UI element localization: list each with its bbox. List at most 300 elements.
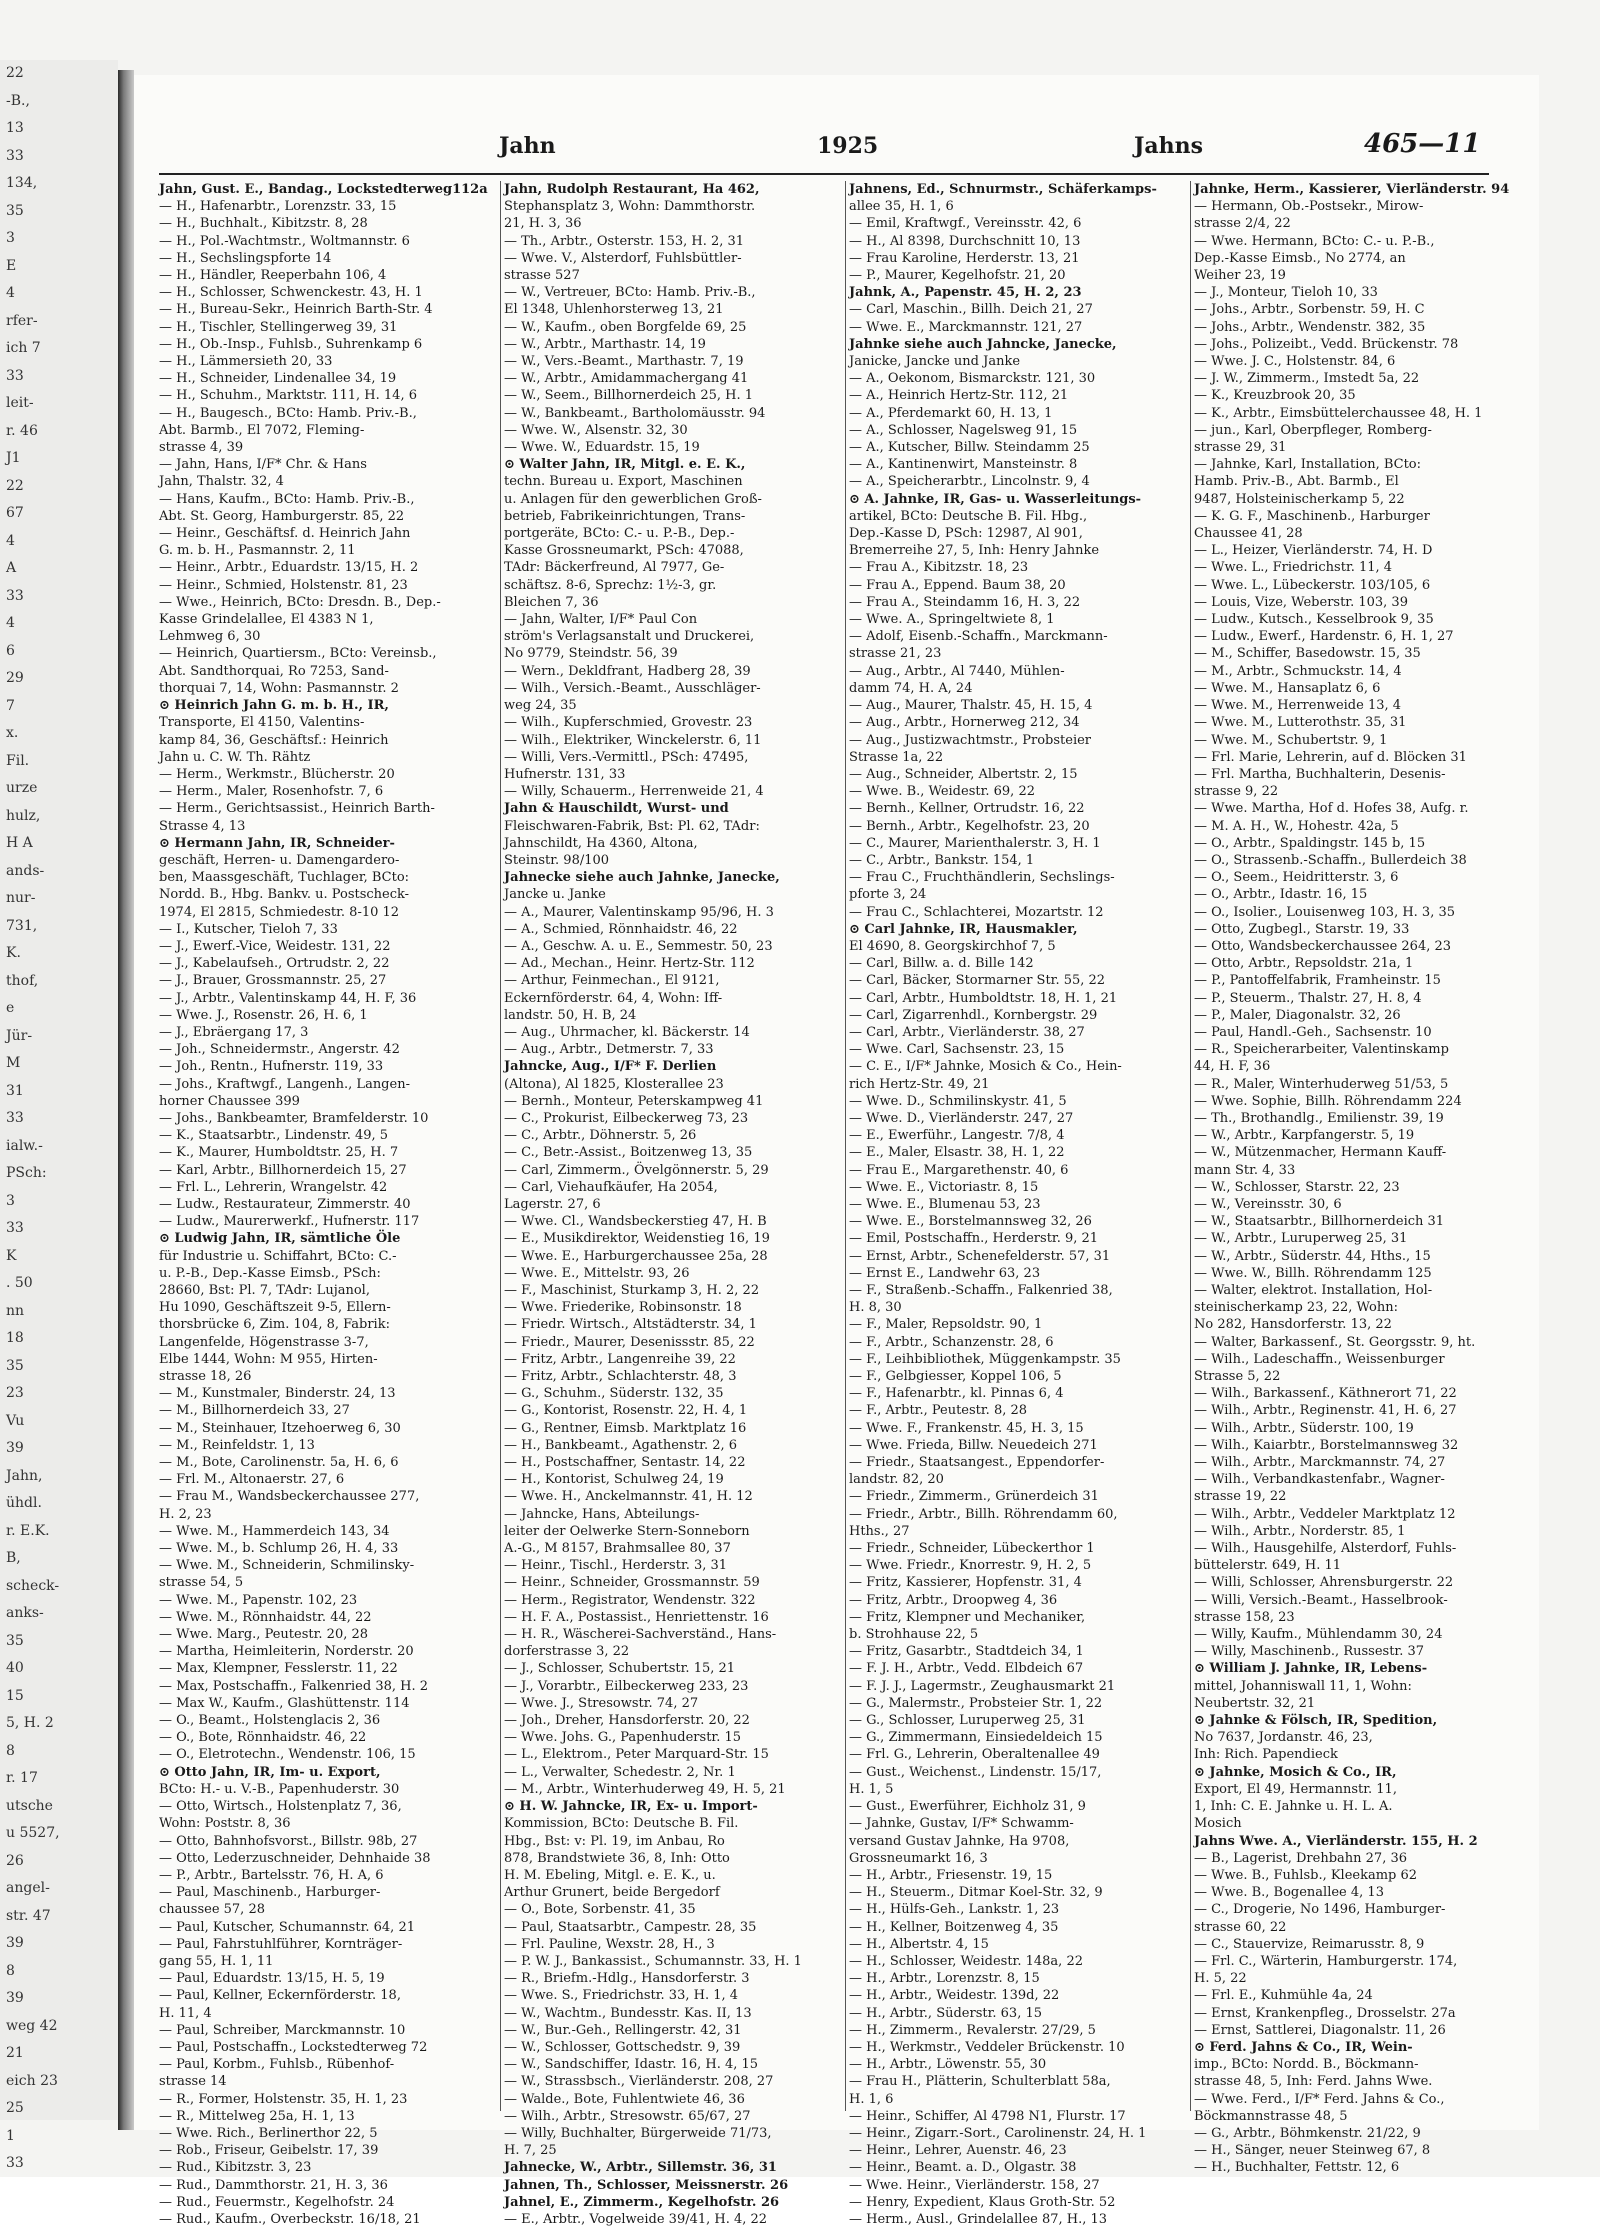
directory-entry-line: — H., Tischler, Stellingerweg 39, 31 xyxy=(159,319,398,335)
directory-entry-line: strasse 18, 26 xyxy=(159,1369,252,1385)
directory-entry-line: — Henry, Expedient, Klaus Groth-Str. 52 xyxy=(849,2194,1116,2210)
directory-entry-line: — W., Arbtr., Marthastr. 14, 19 xyxy=(504,336,706,352)
directory-entry-line: strasse 158, 23 xyxy=(1194,1609,1295,1625)
directory-entry-line: — Ad., Mechan., Heinr. Hertz-Str. 112 xyxy=(504,956,755,972)
directory-entry-line: — O., Eletrotechn., Wendenstr. 106, 15 xyxy=(159,1747,416,1763)
previous-page-text-fragment: ialw.- xyxy=(6,1137,43,1154)
directory-entry-line: — Walde., Bote, Fuhlentwiete 46, 36 xyxy=(504,2091,745,2107)
directory-entry-line: — H., Kontorist, Schulweg 24, 19 xyxy=(504,1472,724,1488)
directory-entry-line: — Carl, Arbtr., Humboldtstr. 18, H. 1, 21 xyxy=(849,990,1118,1006)
directory-entry-line: — K., Maurer, Humboldtstr. 25, H. 7 xyxy=(159,1145,399,1161)
previous-page-text-fragment: scheck- xyxy=(6,1577,60,1594)
directory-entry-line: thorsbrücke 6, Zim. 104, 8, Fabrik: xyxy=(159,1317,390,1333)
directory-entry-line: — Frl. Pauline, Wexstr. 28, H., 3 xyxy=(504,1936,715,1952)
page-header xyxy=(134,129,1539,173)
directory-entry-line: — Otto, Bahnhofsvorst., Billstr. 98b, 27 xyxy=(159,1833,418,1849)
directory-entry-line: — Frau H., Plätterin, Schulterblatt 58a, xyxy=(849,2074,1111,2090)
directory-entry-line: strasse 29, 31 xyxy=(1194,440,1287,456)
header-rule xyxy=(159,173,1489,175)
directory-entry-line: — H., Schlosser, Weidestr. 148a, 22 xyxy=(849,1953,1083,1969)
previous-page-text-fragment: ands- xyxy=(6,862,45,879)
directory-entry-line: — Wwe. M., Hammerdeich 143, 34 xyxy=(159,1523,390,1539)
directory-entry-line: Lehmweg 6, 30 xyxy=(159,629,261,645)
header-left-keyword: Jahn xyxy=(499,133,556,159)
directory-entry-line: — W., Vertreuer, BCto: Hamb. Priv.-B., xyxy=(504,285,756,301)
directory-entry-line: — Wwe. Cl., Wandsbeckerstieg 47, H. B xyxy=(504,1214,767,1230)
directory-entry-line: — C., Arbtr., Bankstr. 154, 1 xyxy=(849,852,1035,868)
directory-entry-line: — Bernh., Monteur, Peterskampweg 41 xyxy=(504,1093,764,1109)
directory-entry-line: — F., Maler, Repsoldstr. 90, 1 xyxy=(849,1317,1043,1333)
directory-entry-line: allee 35, H. 1, 6 xyxy=(849,199,954,215)
directory-entry-line: — Wwe. E., Mittelstr. 93, 26 xyxy=(504,1265,690,1281)
directory-entry-line: — H., Händler, Reeperbahn 106, 4 xyxy=(159,268,387,284)
directory-entry-line: Bremerreihe 27, 5, Inh: Henry Jahnke xyxy=(849,543,1100,559)
directory-entry-line: — M., Kunstmaler, Binderstr. 24, 13 xyxy=(159,1386,396,1402)
directory-entry-line: — W., Bankbeamt., Bartholomäusstr. 94 xyxy=(504,405,766,421)
directory-entry-line: — Ernst E., Landwehr 63, 23 xyxy=(849,1265,1041,1281)
directory-entry-line: — Wwe. M., Hansaplatz 6, 6 xyxy=(1194,680,1381,696)
directory-entry-line: — Friedr., Schneider, Lübeckerthor 1 xyxy=(849,1541,1095,1557)
directory-entry-line: — A., Schmied, Rönnhaidstr. 46, 22 xyxy=(504,921,738,937)
directory-entry-line: — Aug., Uhrmacher, kl. Bäckerstr. 14 xyxy=(504,1024,750,1040)
directory-entry-line: — E., Maler, Elsastr. 38, H. 1, 22 xyxy=(849,1145,1065,1161)
directory-entry-line: ⊙ Walter Jahn, IR, Mitgl. e. E. K., xyxy=(504,457,746,473)
directory-entry-line: — A., Speicherarbtr., Lincolnstr. 9, 4 xyxy=(849,474,1090,490)
directory-entry-line: — Frau A., Eppend. Baum 38, 20 xyxy=(849,577,1066,593)
directory-entry-line: Transporte, El 4150, Valentins- xyxy=(159,715,365,731)
directory-entry-line: — Paul, Maschinenb., Harburger- xyxy=(159,1885,381,1901)
directory-entry-line: — Wwe. V., Alsterdorf, Fuhlsbüttler- xyxy=(504,250,742,266)
directory-entry-line: — Arthur, Feinmechan., El 9121, xyxy=(504,973,720,989)
directory-entry-line: — W., Vereinsstr. 30, 6 xyxy=(1194,1196,1342,1212)
directory-entry-line: — M., Schiffer, Basedowstr. 15, 35 xyxy=(1194,646,1421,662)
directory-entry-line: ⊙ Hermann Jahn, IR, Schneider- xyxy=(159,835,395,851)
directory-entry-line: — Fritz, Arbtr., Langenreihe 39, 22 xyxy=(504,1351,736,1367)
directory-entry-line: — Wwe. E., Borstelmannsweg 32, 26 xyxy=(849,1214,1092,1230)
previous-page-text-fragment: 29 xyxy=(6,670,24,686)
directory-entry-line: — Aug., Maurer, Thalstr. 45, H. 15, 4 xyxy=(849,698,1093,714)
previous-page-text-fragment: 67 xyxy=(6,505,24,521)
directory-entry-line: Elbe 1444, Wohn: M 955, Hirten- xyxy=(159,1351,378,1367)
directory-entry-line: — Wilh., Arbtr., Marckmannstr. 74, 27 xyxy=(1194,1455,1446,1471)
directory-entry-line: versand Gustav Jahnke, Ha 9708, xyxy=(849,1833,1070,1849)
directory-entry-line: — Paul, Staatsarbtr., Campestr. 28, 35 xyxy=(504,1919,757,1935)
column-divider xyxy=(845,181,846,2111)
directory-entry-line: Jahnecke siehe auch Jahnke, Janecke, xyxy=(504,870,780,886)
directory-entry-line: Abt. Sandthorquai, Ro 7253, Sand- xyxy=(159,663,389,679)
directory-entry-line: — Frl. G., Lehrerin, Oberaltenallee 49 xyxy=(849,1747,1100,1763)
directory-entry-line: — F., Hafenarbtr., kl. Pinnas 6, 4 xyxy=(849,1386,1064,1402)
directory-entry-line: — Heinr., Arbtr., Eduardstr. 13/15, H. 2 xyxy=(159,560,419,576)
directory-entry-line: — Martha, Heimleiterin, Norderstr. 20 xyxy=(159,1644,414,1660)
directory-entry-line: — K., Staatsarbtr., Lindenstr. 49, 5 xyxy=(159,1128,389,1144)
directory-entry-line: Jahnens, Ed., Schnurmstr., Schäferkamps- xyxy=(849,182,1157,197)
directory-entry-line: — Wilh., Hausgehilfe, Alsterdorf, Fuhls- xyxy=(1194,1541,1457,1557)
directory-entry-line: — Aug., Schneider, Albertstr. 2, 15 xyxy=(849,766,1078,782)
directory-entry-line: Jahnel, E., Zimmerm., Kegelhofstr. 26 xyxy=(504,2194,780,2210)
directory-entry-line: — F., Gelbgiesser, Koppel 106, 5 xyxy=(849,1369,1062,1385)
header-year: 1925 xyxy=(817,133,879,159)
directory-entry-line: Jahn, Rudolph Restaurant, Ha 462, xyxy=(504,182,760,197)
directory-entry-line: — Wwe. W., Eduardstr. 15, 19 xyxy=(504,440,700,456)
directory-entry-line: — M., Arbtr., Winterhuderweg 49, H. 5, 21 xyxy=(504,1781,786,1797)
directory-entry-line: — O., Arbtr., Idastr. 16, 15 xyxy=(1194,887,1368,903)
directory-entry-line: — Frl. Martha, Buchhalterin, Desenis- xyxy=(1194,766,1446,782)
previous-page-text-fragment: . 50 xyxy=(6,1275,33,1291)
previous-page-text-fragment: K. xyxy=(6,945,21,961)
directory-entry-line: — H., Sänger, neuer Steinweg 67, 8 xyxy=(1194,2143,1431,2159)
directory-entry-line: — Bernh., Kellner, Ortrudstr. 16, 22 xyxy=(849,801,1085,817)
directory-entry-line: — Frau A., Kibitzstr. 18, 23 xyxy=(849,560,1029,576)
directory-entry-line: — Rud., Kibitzstr. 3, 23 xyxy=(159,2160,312,2176)
previous-page-text-fragment: A xyxy=(6,560,17,576)
directory-entry-line: G. m. b. H., Pasmannstr. 2, 11 xyxy=(159,543,356,559)
directory-entry-line: kamp 84, 36, Geschäftsf.: Heinrich xyxy=(159,732,389,748)
directory-entry-line: — H., Schneider, Lindenallee 34, 19 xyxy=(159,371,397,387)
directory-entry-line: Jahn, Thalstr. 32, 4 xyxy=(159,474,284,490)
directory-entry-line: — Frau C., Schlachterei, Mozartstr. 12 xyxy=(849,904,1104,920)
column-divider xyxy=(500,181,501,2111)
previous-page-text-fragment: 33 xyxy=(6,1110,24,1126)
directory-entry-line: u. P.-B., Dep.-Kasse Eimsb., PSch: xyxy=(159,1265,381,1281)
directory-entry-line: Jahnecke, W., Arbtr., Sillemstr. 36, 31 xyxy=(504,2160,777,2176)
directory-entry-line: — Wwe. L., Lübeckerstr. 103/105, 6 xyxy=(1194,577,1431,593)
directory-entry-line: — Wilh., Elektriker, Winckelerstr. 6, 11 xyxy=(504,732,762,748)
directory-entry-line: landstr. 82, 20 xyxy=(849,1472,944,1488)
previous-page-text-fragment: thof, xyxy=(6,972,39,989)
directory-entry-line: — Jahnke, Karl, Installation, BCto: xyxy=(1194,457,1422,473)
directory-entry-line: Nordd. B., Hbg. Bankv. u. Postscheck- xyxy=(159,887,410,903)
directory-entry-line: — W., Strassbsch., Vierländerstr. 208, 27 xyxy=(504,2074,774,2090)
directory-entry-line: 44, H. F, 36 xyxy=(1194,1059,1271,1075)
directory-entry-line: Jahnke siehe auch Jahncke, Janecke, xyxy=(849,336,1117,352)
previous-page-text-fragment: 39 xyxy=(6,1440,24,1456)
directory-entry-line: — P., Maurer, Kegelhofstr. 21, 20 xyxy=(849,268,1066,284)
directory-entry-line: — R., Mittelweg 25a, H. 1, 13 xyxy=(159,2108,355,2124)
directory-entry-line: — Wilh., Arbtr., Süderstr. 100, 19 xyxy=(1194,1420,1414,1436)
directory-entry-line: Jahn & Hauschildt, Wurst- und xyxy=(504,801,729,817)
directory-entry-line: — Wwe. J. C., Holstenstr. 84, 6 xyxy=(1194,354,1396,370)
directory-entry-line: — G., Schuhm., Süderstr. 132, 35 xyxy=(504,1386,724,1402)
directory-entry-line: — Herm., Ausl., Grindelallee 87, H., 13 xyxy=(849,2211,1108,2227)
previous-page-text-fragment: utsche xyxy=(6,1797,53,1814)
directory-entry-line: — Heinr., Zigarr.-Sort., Carolinenstr. 24, H. 1 xyxy=(849,2125,1147,2141)
directory-entry-line: — Wwe. E., Blumenau 53, 23 xyxy=(849,1196,1041,1212)
directory-entry-line: — M., Arbtr., Schmuckstr. 14, 4 xyxy=(1194,663,1402,679)
directory-entry-line: Mosich xyxy=(1194,1816,1242,1832)
previous-page-text-fragment: hulz, xyxy=(6,807,41,824)
directory-entry-line: Hths., 27 xyxy=(849,1523,910,1539)
directory-entry-line: artikel, BCto: Deutsche B. Fil. Hbg., xyxy=(849,508,1088,524)
directory-entry-line: — Wwe. D., Vierländerstr. 247, 27 xyxy=(849,1110,1074,1126)
directory-entry-line: — Hans, Kaufm., BCto: Hamb. Priv.-B., xyxy=(159,491,415,507)
directory-entry-line: — W., Arbtr., Süderstr. 44, Hths., 15 xyxy=(1194,1248,1431,1264)
directory-entry-line: — Joh., Schneidermstr., Angerstr. 42 xyxy=(159,1042,400,1058)
directory-entry-line: Langenfelde, Högenstrasse 3-7, xyxy=(159,1334,369,1350)
previous-page-text-fragment: str. 47 xyxy=(6,1907,51,1924)
directory-entry-line: — J., Ewerf.-Vice, Weidestr. 131, 22 xyxy=(159,938,391,954)
directory-entry-line: — Otto, Wirtsch., Holstenplatz 7, 36, xyxy=(159,1799,402,1815)
previous-page-text-fragment: nn xyxy=(6,1302,25,1319)
directory-column-1 xyxy=(159,181,497,2227)
previous-page-text-fragment: 33 xyxy=(6,587,24,604)
directory-entry-line: — Wern., Dekldfrant, Hadberg 28, 39 xyxy=(504,663,751,679)
previous-page-text-fragment: 33 xyxy=(6,1220,24,1236)
directory-entry-line: — Frau E., Margarethenstr. 40, 6 xyxy=(849,1162,1069,1178)
directory-entry-line: — K., Kreuzbrook 20, 35 xyxy=(1194,388,1356,404)
directory-entry-line: — C., Stauervize, Reimarusstr. 8, 9 xyxy=(1194,1936,1425,1952)
previous-page-text-fragment: 731, xyxy=(6,917,38,934)
directory-entry-line: No 282, Hansdorferstr. 13, 22 xyxy=(1194,1317,1392,1333)
directory-entry-line: — Johs., Arbtr., Sorbenstr. 59, H. C xyxy=(1194,302,1425,318)
directory-entry-line: — Wwe. L., Friedrichstr. 11, 4 xyxy=(1194,560,1393,576)
directory-entry-line: — Friedr. Wirtsch., Altstädterstr. 34, 1 xyxy=(504,1317,757,1333)
directory-entry-line: — Frl. L., Lehrerin, Wrangelstr. 42 xyxy=(159,1179,388,1195)
directory-entry-line: — Max, Postschaffn., Falkenried 38, H. 2 xyxy=(159,1678,429,1694)
directory-entry-line: Wohn: Poststr. 8, 36 xyxy=(159,1816,291,1832)
directory-entry-line: — Emil, Kraftwgf., Vereinsstr. 42, 6 xyxy=(849,216,1082,232)
previous-page-text-fragment: u 5527, xyxy=(6,1825,60,1841)
directory-entry-line: — Frau M., Wandsbeckerchaussee 277, xyxy=(159,1489,420,1505)
directory-entry-line: — Wilh., Versich.-Beamt., Ausschläger- xyxy=(504,680,761,696)
directory-entry-line: — M., Billhornerdeich 33, 27 xyxy=(159,1403,350,1419)
directory-entry-line: — jun., Karl, Oberpfleger, Romberg- xyxy=(1194,422,1432,438)
directory-entry-line: — W., Vers.-Beamt., Marthastr. 7, 19 xyxy=(504,354,744,370)
previous-page-text-fragment: 31 xyxy=(6,1082,24,1099)
directory-entry-line: — Wwe. Johs. G., Papenhuderstr. 15 xyxy=(504,1730,742,1746)
directory-entry-line: — Wwe. M., b. Schlump 26, H. 4, 33 xyxy=(159,1541,399,1557)
directory-entry-line: pforte 3, 24 xyxy=(849,887,927,903)
directory-entry-line: — Heinr., Beamt. a. D., Olgastr. 38 xyxy=(849,2160,1077,2176)
directory-entry-line: — Wwe. Rich., Berlinerthor 22, 5 xyxy=(159,2125,378,2141)
directory-entry-line: — Wwe. H., Anckelmannstr. 41, H. 12 xyxy=(504,1489,753,1505)
directory-entry-line: — Willy, Kaufm., Mühlendamm 30, 24 xyxy=(1194,1627,1443,1643)
directory-entry-line: — Heinrich, Quartiersm., BCto: Vereinsb., xyxy=(159,646,437,662)
directory-entry-line: Inh: Rich. Papendieck xyxy=(1194,1747,1338,1763)
directory-entry-line: strasse 2/4, 22 xyxy=(1194,216,1291,232)
directory-entry-line: — Herm., Gerichtsassist., Heinrich Barth- xyxy=(159,801,435,817)
directory-entry-line: Böckmannstrasse 48, 5 xyxy=(1194,2108,1348,2124)
directory-entry-line: No 7637, Jordanstr. 46, 23, xyxy=(1194,1730,1373,1746)
directory-entry-line: 1974, El 2815, Schmiedestr. 8-10 12 xyxy=(159,904,400,920)
previous-page-text-fragment: x. xyxy=(6,725,19,741)
directory-entry-line: Jahn u. C. W. Th. Rähtz xyxy=(159,749,311,765)
directory-entry-line: schäftsz. 8-6, Sprechz: 1½-3, gr. xyxy=(504,577,717,593)
directory-entry-line: — Wwe. J., Rosenstr. 26, H. 6, 1 xyxy=(159,1007,368,1023)
directory-entry-line: — J., Schlosser, Schubertstr. 15, 21 xyxy=(504,1661,736,1677)
directory-entry-line: Chaussee 41, 28 xyxy=(1194,526,1303,542)
directory-entry-line: geschäft, Herren- u. Damengardero- xyxy=(159,852,400,868)
directory-entry-line: — H., Baugesch., BCto: Hamb. Priv.-B., xyxy=(159,405,417,421)
directory-entry-line: — Frau A., Steindamm 16, H. 3, 22 xyxy=(849,594,1081,610)
directory-entry-line: — O., Bote, Rönnhaidstr. 46, 22 xyxy=(159,1730,367,1746)
directory-entry-line: — K., Arbtr., Eimsbüttelerchaussee 48, H. 1 xyxy=(1194,405,1483,421)
directory-entry-line: — G., Malermstr., Probsteier Str. 1, 22 xyxy=(849,1695,1103,1711)
directory-entry-line: H. 1, 6 xyxy=(849,2091,894,2107)
previous-page-text-fragment: Vu xyxy=(6,1412,25,1429)
previous-page-text-fragment: 6 xyxy=(6,642,15,659)
directory-entry-line: H. 1, 5 xyxy=(849,1781,894,1797)
directory-entry-line: H. M. Ebeling, Mitgl. e. E. K., u. xyxy=(504,1867,716,1883)
directory-entry-line: — H., Lämmersieth 20, 33 xyxy=(159,354,333,370)
directory-entry-line: — Wwe. B., Fuhlsb., Kleekamp 62 xyxy=(1194,1867,1418,1883)
directory-entry-line: — H., Schuhm., Marktstr. 111, H. 14, 6 xyxy=(159,388,417,404)
directory-entry-line: Bleichen 7, 36 xyxy=(504,594,599,610)
previous-page-text-fragment: 15 xyxy=(6,1687,24,1704)
directory-entry-line: Abt. Barmb., El 7072, Fleming- xyxy=(159,422,365,438)
directory-entry-line: — A., Heinrich Hertz-Str. 112, 21 xyxy=(849,388,1069,404)
directory-entry-line: — Wilh., Barkassenf., Käthnerort 71, 22 xyxy=(1194,1386,1457,1402)
directory-entry-line: — Herm., Registrator, Wendenstr. 322 xyxy=(504,1592,756,1608)
directory-entry-line: — Otto, Wandsbeckerchaussee 264, 23 xyxy=(1194,938,1452,954)
directory-page xyxy=(134,75,1539,2227)
directory-entry-line: ben, Maassgeschäft, Tuchlager, BCto: xyxy=(159,870,410,886)
directory-entry-line: — O., Seem., Heidritterstr. 3, 6 xyxy=(1194,870,1399,886)
directory-entry-line: Fleischwaren-Fabrik, Bst: Pl. 62, TAdr: xyxy=(504,818,760,834)
directory-entry-line: Dep.-Kasse D, PSch: 12987, Al 901, xyxy=(849,526,1083,542)
directory-entry-line: — I., Kutscher, Tieloh 7, 33 xyxy=(159,921,338,937)
directory-entry-line: — Aug., Justizwachtmstr., Probsteier xyxy=(849,732,1092,748)
directory-entry-line: — Wilh., Ladeschaffn., Weissenburger xyxy=(1194,1351,1445,1367)
directory-entry-line: — F., Maschinist, Sturkamp 3, H. 2, 22 xyxy=(504,1283,760,1298)
previous-page-text-fragment: 35 xyxy=(6,1357,24,1374)
directory-entry-line: Jahns Wwe. A., Vierländerstr. 155, H. 2 xyxy=(1194,1833,1478,1849)
directory-entry-line: Hbg., Bst: v: Pl. 19, im Anbau, Ro xyxy=(504,1833,725,1849)
directory-entry-line: — A., Kutscher, Billw. Steindamm 25 xyxy=(849,440,1090,456)
previous-page-text-fragment: 7 xyxy=(6,697,15,714)
directory-entry-line: — H., Buchhalter, Fettstr. 12, 6 xyxy=(1194,2160,1400,2176)
directory-entry-line: — Th., Arbtr., Osterstr. 153, H. 2, 31 xyxy=(504,233,745,249)
directory-entry-line: — Otto, Zugbegl., Starstr. 19, 33 xyxy=(1194,921,1410,937)
directory-entry-line: Kasse Grossneumarkt, PSch: 47088, xyxy=(504,543,744,559)
directory-entry-line: — Friedr., Zimmerm., Grünerdeich 31 xyxy=(849,1489,1099,1505)
directory-entry-line: — Wwe. M., Lutterothstr. 35, 31 xyxy=(1194,715,1407,731)
directory-entry-line: ⊙ William J. Jahnke, IR, Lebens- xyxy=(1194,1661,1428,1677)
directory-entry-line: Lagerstr. 27, 6 xyxy=(504,1196,601,1212)
directory-entry-line: horner Chaussee 399 xyxy=(159,1093,300,1109)
directory-entry-line: — Fritz, Arbtr., Schlachterstr. 48, 3 xyxy=(504,1369,737,1385)
previous-page-text-fragment: 4 xyxy=(6,285,15,301)
directory-entry-line: — Heinr., Lehrer, Auenstr. 46, 23 xyxy=(849,2143,1067,2159)
directory-entry-line: — Wwe. D., Schmilinskystr. 41, 5 xyxy=(849,1093,1067,1109)
directory-entry-line: — Wwe. E., Marckmannstr. 121, 27 xyxy=(849,319,1083,335)
directory-entry-line: Jahnk, A., Papenstr. 45, H. 2, 23 xyxy=(849,285,1082,301)
directory-entry-line: — J., Monteur, Tieloh 10, 33 xyxy=(1194,285,1378,301)
directory-entry-line: — W., Mützenmacher, Hermann Kauff- xyxy=(1194,1145,1447,1161)
directory-entry-line: ⊙ Ludwig Jahn, IR, sämtliche Öle xyxy=(159,1231,401,1247)
directory-entry-line: Kasse Grindelallee, El 4383 N 1, xyxy=(159,612,374,628)
directory-entry-line: — Wilh., Arbtr., Veddeler Marktplatz 12 xyxy=(1194,1506,1456,1522)
directory-entry-line: Kommission, BCto: Deutsche B. Fil. xyxy=(504,1816,739,1832)
directory-entry-line: 9487, Holsteinischerkamp 5, 22 xyxy=(1194,491,1405,507)
directory-entry-line: strasse 9, 22 xyxy=(1194,784,1279,800)
directory-entry-line: — Wwe. A., Springeltwiete 8, 1 xyxy=(849,612,1055,628)
directory-entry-line: Strasse 1a, 22 xyxy=(849,749,944,765)
directory-entry-line: thorquai 7, 14, Wohn: Pasmannstr. 2 xyxy=(159,680,399,696)
directory-entry-line: — H., Arbtr., Friesenstr. 19, 15 xyxy=(849,1867,1053,1883)
previous-page-text-fragment: 3 xyxy=(6,230,15,246)
directory-entry-line: — Wilh., Kupferschmied, Grovestr. 23 xyxy=(504,715,753,731)
directory-entry-line: — M., Reinfeldstr. 1, 13 xyxy=(159,1437,315,1453)
directory-entry-line: — Wwe. M., Schneiderin, Schmilinsky- xyxy=(159,1558,415,1574)
directory-entry-line: — M., Steinhauer, Itzehoerweg 6, 30 xyxy=(159,1420,401,1436)
directory-entry-line: — J., Ebräergang 17, 3 xyxy=(159,1024,309,1040)
directory-entry-line: ⊙ Jahnke & Fölsch, IR, Spedition, xyxy=(1194,1713,1438,1729)
directory-entry-line: 878, Brandstwiete 36, 8, Inh: Otto xyxy=(504,1850,730,1866)
directory-entry-line: — H., Sechslingspforte 14 xyxy=(159,250,332,266)
directory-entry-line: — Paul, Eduardstr. 13/15, H. 5, 19 xyxy=(159,1971,385,1987)
directory-entry-line: — Paul, Handl.-Geh., Sachsenstr. 10 xyxy=(1194,1024,1432,1040)
directory-entry-line: — Joh., Dreher, Hansdorferstr. 20, 22 xyxy=(504,1713,750,1729)
directory-entry-line: 21, H. 3, 36 xyxy=(504,216,582,232)
directory-entry-line: für Industrie u. Schiffahrt, BCto: C.- xyxy=(159,1248,397,1264)
directory-entry-line: mittel, Johanniswall 11, 1, Wohn: xyxy=(1194,1678,1412,1694)
directory-entry-line: — A., Oekonom, Bismarckstr. 121, 30 xyxy=(849,371,1096,387)
directory-entry-line: — Walter, Barkassenf., St. Georgsstr. 9, ht. xyxy=(1194,1334,1476,1350)
directory-entry-line: — Wwe. M., Schubertstr. 9, 1 xyxy=(1194,732,1388,748)
directory-entry-line: Hufnerstr. 131, 33 xyxy=(504,766,626,782)
directory-entry-line: Jahnen, Th., Schlosser, Meissnerstr. 26 xyxy=(504,2177,789,2193)
directory-entry-line: — M., Bote, Carolinenstr. 5a, H. 6, 6 xyxy=(159,1455,399,1471)
directory-entry-line: — F., Leihbibliothek, Müggenkampstr. 35 xyxy=(849,1351,1121,1367)
previous-page-text-fragment: H A xyxy=(6,835,33,851)
directory-entry-line: H. 5, 22 xyxy=(1194,1971,1247,1987)
directory-entry-line: — Gust., Weichenst., Lindenstr. 15/17, xyxy=(849,1764,1102,1780)
directory-entry-line: — Rud., Feuermstr., Kegelhofstr. 24 xyxy=(159,2194,395,2210)
directory-entry-line: weg 24, 35 xyxy=(504,698,577,714)
directory-entry-line: steinischerkamp 23, 22, Wohn: xyxy=(1194,1300,1398,1316)
previous-page-text-fragment: Jahn, xyxy=(6,1467,43,1484)
directory-entry-line: Jahnke, Herm., Kassierer, Vierländerstr. 94 xyxy=(1194,182,1510,197)
directory-entry-line: — Rob., Friseur, Geibelstr. 17, 39 xyxy=(159,2143,379,2159)
directory-entry-line: El 1348, Uhlenhorsterweg 13, 21 xyxy=(504,302,724,318)
directory-entry-line: — H., Bankbeamt., Agathenstr. 2, 6 xyxy=(504,1437,738,1453)
previous-page-text-fragment: PSch: xyxy=(6,1165,47,1181)
directory-entry-line: — Walter, elektrot. Installation, Hol- xyxy=(1194,1283,1433,1298)
directory-entry-line: — Ludw., Restaurateur, Zimmerstr. 40 xyxy=(159,1196,411,1212)
directory-entry-line: chaussee 57, 28 xyxy=(159,1902,265,1918)
directory-entry-line: — Wwe. Martha, Hof d. Hofes 38, Aufg. r. xyxy=(1194,801,1469,817)
directory-entry-line: — Paul, Kutscher, Schumannstr. 64, 21 xyxy=(159,1919,415,1935)
directory-entry-line: Export, El 49, Hermannstr. 11, xyxy=(1194,1781,1397,1797)
directory-entry-line: — C. E., I/F* Jahnke, Mosich & Co., Hein- xyxy=(849,1059,1122,1075)
previous-page-text-fragment: ich 7 xyxy=(6,340,41,356)
directory-entry-line: strasse 48, 5, Inh: Ferd. Jahns Wwe. xyxy=(1194,2074,1433,2090)
directory-entry-line: — A., Geschw. A. u. E., Semmestr. 50, 23 xyxy=(504,938,773,954)
previous-page-text-fragment: angel- xyxy=(6,1880,50,1896)
directory-entry-line: — R., Speicherarbeiter, Valentinskamp xyxy=(1194,1042,1449,1058)
directory-entry-line: Dep.-Kasse Eimsb., No 2774, an xyxy=(1194,250,1406,266)
directory-entry-line: strasse 60, 22 xyxy=(1194,1919,1287,1935)
directory-entry-line: imp., BCto: Nordd. B., Böckmann- xyxy=(1194,2057,1419,2073)
directory-entry-line: — Paul, Postschaffn., Lockstedterweg 72 xyxy=(159,2039,428,2055)
directory-entry-line: — J., Vorarbtr., Eilbeckerweg 233, 23 xyxy=(504,1678,749,1694)
previous-page-text-fragment: B, xyxy=(6,1550,21,1566)
directory-entry-line: rich Hertz-Str. 49, 21 xyxy=(849,1076,990,1092)
directory-entry-line: — A., Kantinenwirt, Mansteinstr. 8 xyxy=(849,457,1078,473)
directory-entry-line: — W., Wachtm., Bundesstr. Kas. II, 13 xyxy=(504,2005,752,2021)
directory-entry-line: — Frau C., Fruchthändlerin, Sechslings- xyxy=(849,870,1115,886)
directory-entry-line: — Carl, Billw. a. d. Bille 142 xyxy=(849,956,1034,972)
directory-entry-line: — Wwe. S., Friedrichstr. 33, H. 1, 4 xyxy=(504,1988,739,2004)
directory-entry-line: — W., Staatsarbtr., Billhornerdeich 31 xyxy=(1194,1214,1445,1230)
directory-entry-line: — Wwe., Heinrich, BCto: Dresdn. B., Dep.- xyxy=(159,594,441,610)
previous-page-text-fragment: 35 xyxy=(6,202,24,219)
directory-entry-line: — Paul, Fahrstuhlführer, Kornträger- xyxy=(159,1936,403,1952)
previous-page-text-fragment: 3 xyxy=(6,1192,15,1209)
directory-entry-line: — A., Maurer, Valentinskamp 95/96, H. 3 xyxy=(504,904,774,920)
previous-page-text-fragment: anks- xyxy=(6,1605,44,1621)
